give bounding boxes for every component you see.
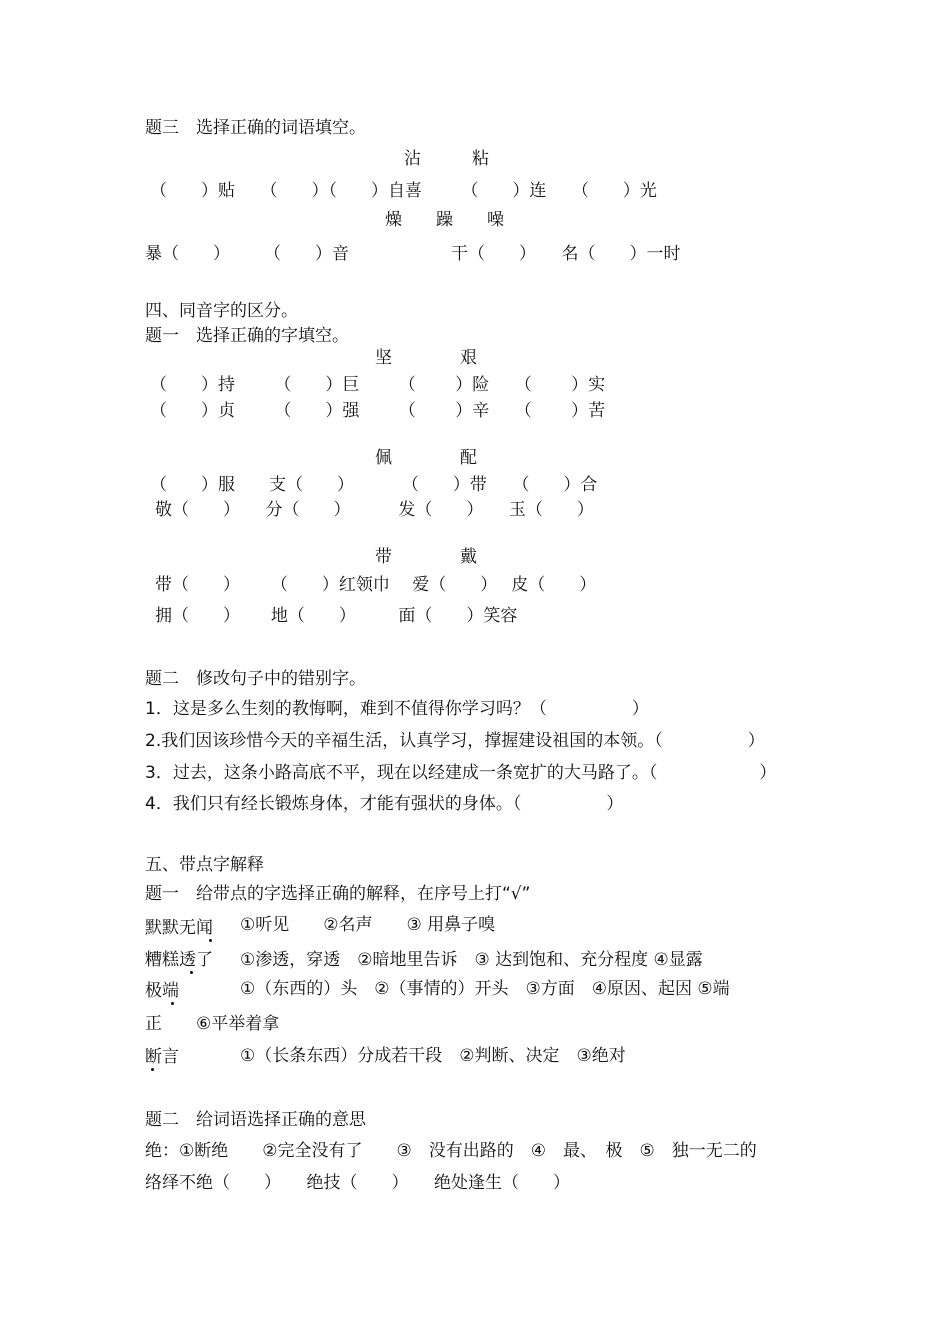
group-jian-header: 坚 艰 bbox=[375, 348, 477, 368]
emphasis-dot bbox=[190, 971, 193, 974]
section4-question2-title: 题二 修改句子中的错别字。 bbox=[145, 669, 366, 689]
sentence-3: 3．过去，这条小路高底不平，现在以经建成一条宽扩的大马路了。（ ） bbox=[145, 763, 777, 783]
jue-word-row: 络绎不绝（ ） 绝技（ ） 绝处逢生（ ） bbox=[145, 1173, 570, 1193]
group-pei-header: 佩 配 bbox=[375, 448, 477, 468]
group-dai-header: 带 戴 bbox=[375, 547, 477, 567]
section3-group2-header: 燥 躁 噪 bbox=[385, 210, 504, 230]
word-zaogaotoule: 糟糕透了 bbox=[145, 950, 213, 970]
emphasis-dot bbox=[171, 1002, 174, 1005]
section4-question1-title: 题一 选择正确的字填空。 bbox=[145, 326, 349, 346]
word-jiduan-options-cont: 正 ⑥平举着拿 bbox=[145, 1014, 280, 1034]
group-pei-row2: 敬（ ） 分（ ） 发（ ） 玉（ ） bbox=[155, 500, 594, 520]
word-momowuwen: 默默无闻 bbox=[145, 918, 213, 938]
group-dai-row2: 拥（ ） 地（ ） 面（ ）笑容 bbox=[155, 606, 518, 626]
section3-group2-row: 暴（ ） （ ）音 干（ ） 名（ ）一时 bbox=[145, 244, 681, 264]
group-pei-row1: （ ）服 支（ ） （ ）带 （ ）合 bbox=[150, 475, 598, 495]
word-duanyan: 断言 bbox=[145, 1047, 179, 1067]
section5-heading: 五、带点字解释 bbox=[145, 855, 264, 875]
section3-group1-row: （ ）贴 （ ）（ ）自喜 （ ）连 （ ）光 bbox=[150, 181, 657, 201]
sentence-4: 4．我们只有经长锻炼身体，才能有强状的身体。（ ） bbox=[145, 794, 624, 814]
sentence-2: 2.我们因该珍惜今天的辛福生活，认真学习，撑握建设祖国的本领。（ ） bbox=[145, 731, 765, 751]
section5-question2-title: 题二 给词语选择正确的意思 bbox=[145, 1110, 366, 1130]
word-jiduan: 极端 bbox=[145, 981, 179, 1001]
section5-question1-title: 题一 给带点的字选择正确的解释，在序号上打“√” bbox=[145, 884, 531, 904]
emphasis-dot bbox=[209, 939, 212, 942]
group-jian-row1: （ ）持 （ ）巨 （ ）险 （ ）实 bbox=[150, 375, 606, 395]
word-duanyan-options: ①（长条东西）分成若干段 ②判断、决定 ③绝对 bbox=[240, 1046, 626, 1066]
word-jiduan-options: ①（东西的）头 ②（事情的）开头 ③方面 ④原因、起因 ⑤端 bbox=[240, 979, 730, 999]
emphasis-dot bbox=[151, 1068, 154, 1071]
section4-heading: 四、同音字的区分。 bbox=[145, 301, 298, 321]
word-momowuwen-options: ①听见 ②名声 ③ 用鼻子嗅 bbox=[240, 915, 496, 935]
jue-meanings: 绝：①断绝 ②完全没有了 ③ 没有出路的 ④ 最、 极 ⑤ 独一无二的 bbox=[145, 1141, 757, 1161]
word-zaogaotoule-options: ①渗透，穿透 ②暗地里告诉 ③ 达到饱和、充分程度 ④显露 bbox=[240, 950, 703, 970]
section3-group1-header: 沾 粘 bbox=[404, 149, 489, 169]
group-jian-row2: （ ）贞 （ ）强 （ ）辛 （ ）苦 bbox=[150, 401, 606, 421]
sentence-1: 1．这是多么生刻的教悔啊，难到不值得你学习吗？（ ） bbox=[145, 699, 649, 719]
group-dai-row1: 带（ ） （ ）红领巾 爱（ ） 皮（ ） bbox=[155, 575, 597, 595]
section3-title: 题三 选择正确的词语填空。 bbox=[145, 118, 366, 138]
